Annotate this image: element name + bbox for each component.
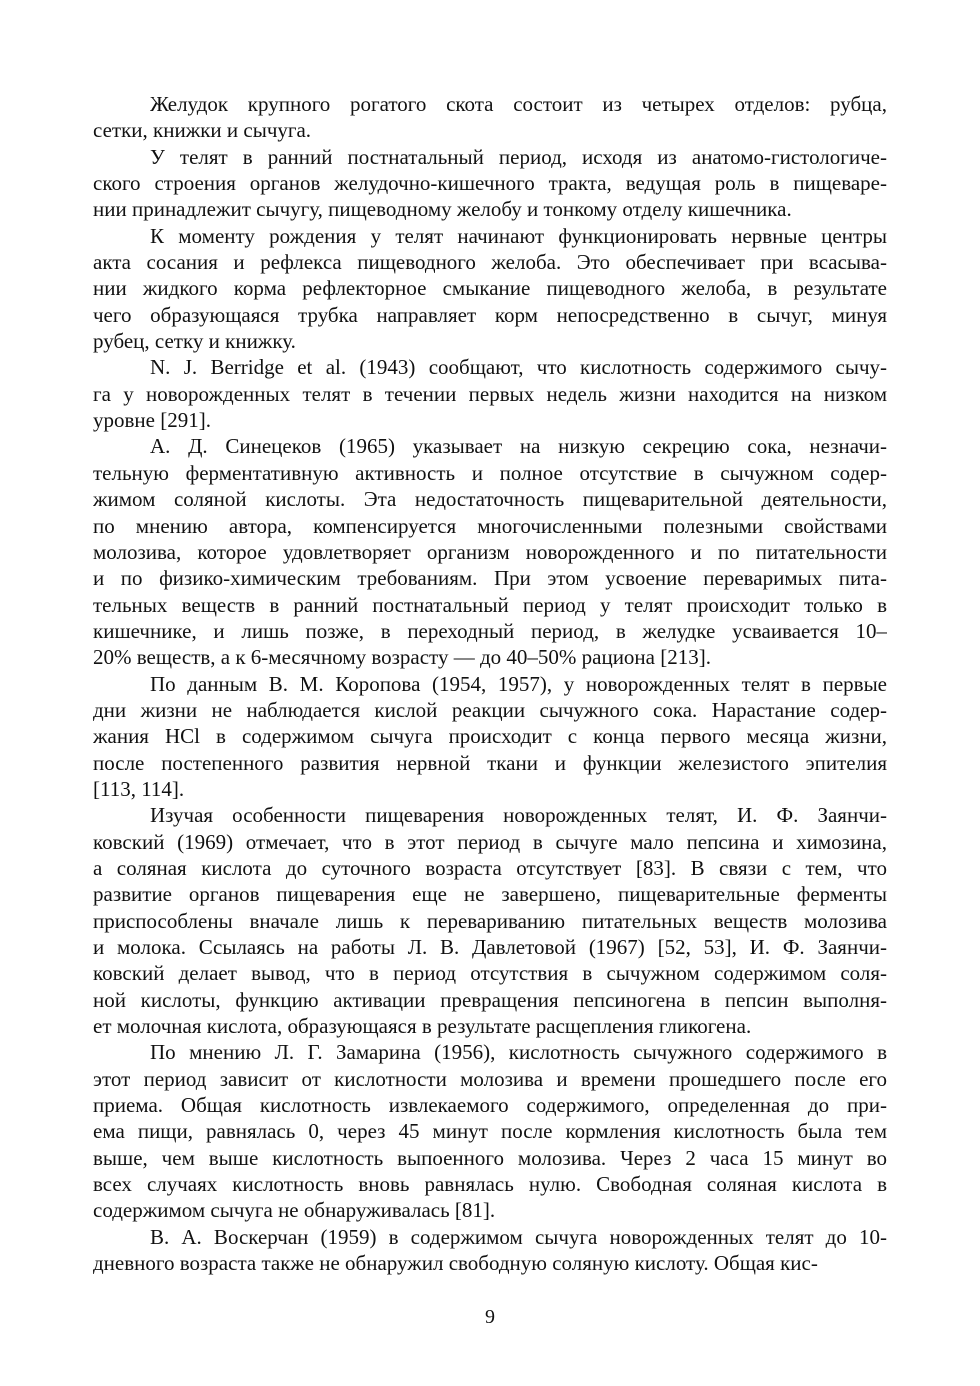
paragraph: [93, 91, 887, 144]
text-line: ет молочная кислота, образующаяся в результате расщепления гликогена.: [93, 1014, 752, 1039]
text-line: К моменту рождения у телят начинают функционировать нервные центры: [150, 223, 887, 248]
text-line: По данным В. М. Коропова (1954, 1957), у новорожденных телят в первые: [150, 671, 887, 696]
paragraph: [93, 354, 887, 433]
text-line: рубец, сетку и книжку.: [93, 329, 296, 354]
paragraph: [93, 1224, 887, 1277]
text-line: ковский (1969) отмечает, что в этот период в сычуге мало пепсина и химозина,: [93, 829, 887, 854]
text-line: а соляная кислота до суточного возраста отсутствует [83]. В связи с тем, что: [93, 855, 887, 880]
page-body: [93, 91, 887, 1276]
text-line: кишечнике, и лишь позже, в переходный период, в желудке усваивается 10–: [93, 618, 887, 643]
paragraph: [93, 144, 887, 223]
text-line: ной кислоты, функцию активации превращения пепсиногена в пепсин выполня-: [93, 987, 887, 1012]
text-line: содержимом сычуга не обнаруживалась [81].: [93, 1198, 496, 1223]
paragraph: [93, 1039, 887, 1223]
text-line: Изучая особенности пищеварения новорожденных телят, И. Ф. Заянчи-: [150, 803, 887, 828]
text-line: приспособлены вначале лишь к перевариванию питательных веществ молозива: [93, 908, 887, 933]
text-line: дневного возраста также не обнаружил свободную соляную кислоту. Общая кис-: [93, 1251, 818, 1276]
paragraph: [93, 223, 887, 355]
text-line: нии жидкого корма рефлекторное смыкание пищеводного желоба, в результате: [93, 276, 887, 301]
text-line: N. J. Berridge et al. (1943) сообщают, что кислотность содержимого сычу-: [150, 355, 887, 380]
text-line: дни жизни не наблюдается кислой реакции сычужного сока. Нарастание содер-: [93, 697, 887, 722]
text-line: нии принадлежит сычугу, пищеводному желобу и тонкому отделу кишечника.: [93, 197, 792, 222]
text-line: тельных веществ в ранний постнатальный период у телят происходит только в: [93, 592, 887, 617]
text-line: после постепенного развития нервной ткани и функции железистого эпителия: [93, 750, 887, 775]
text-line: чего образующаяся трубка направляет корм непосредственно в сычуг, минуя: [93, 302, 887, 327]
text-line: 20% веществ, а к 6-месячному возрасту — до 40–50% рациона [213].: [93, 645, 711, 670]
text-line: и по физико-химическим требованиям. При этом усвоение переваримых пита-: [93, 566, 887, 591]
text-line: В. А. Воскерчан (1959) в содержимом сычуга новорожденных телят до 10-: [150, 1224, 887, 1249]
text-line: тельную ферментативную активность и полное отсутствие в сычужном содер-: [93, 460, 887, 485]
text-line: ема пищи, равнялась 0, через 45 минут после кормления кислотность была тем: [93, 1119, 887, 1144]
text-line: по мнению автора, компенсируется многочисленными полезными свойствами: [93, 513, 887, 538]
text-line: По мнению Л. Г. Замарина (1956), кислотность сычужного содержимого в: [150, 1040, 887, 1065]
text-line: [113, 114].: [93, 776, 185, 801]
paragraph: [93, 671, 887, 803]
paragraph: [93, 433, 887, 670]
text-line: сетки, книжки и сычуга.: [93, 118, 312, 143]
text-line: ковский делает вывод, что в период отсутствия в сычужном содержимом соля-: [93, 961, 887, 986]
text-line: жания HCl в содержимом сычуга происходит с конца первого месяца жизни,: [93, 724, 887, 749]
text-line: молозива, которое удовлетворяет организм новорожденного и по питательности: [93, 539, 887, 564]
text-line: и молока. Ссылаясь на работы Л. В. Давлетовой (1967) [52, 53], И. Ф. Заянчи-: [93, 935, 887, 959]
text-line: акта сосания и рефлекса пищеводного желоба. Это обеспечивает при всасыва-: [93, 250, 887, 275]
text-line: А. Д. Синецеков (1965) указывает на низкую секрецию сока, незначи-: [150, 434, 887, 459]
text-line: развитие органов пищеварения еще не завершено, пищеварительные ферменты: [93, 882, 887, 907]
text-line: ского строения органов желудочно-кишечного тракта, ведущая роль в пищеваре-: [93, 171, 887, 196]
text-line: жимом соляной кислоты. Эта недостаточность пищеварительной деятельности,: [93, 487, 887, 512]
page-number: 9: [485, 1306, 495, 1328]
text-line: приема. Общая кислотность извлекаемого содержимого, определенная до при-: [93, 1093, 887, 1118]
text-line: Желудок крупного рогатого скота состоит из четырех отделов: рубца,: [150, 92, 887, 116]
text-line: этот период зависит от кислотности молозива и времени прошедшего после его: [93, 1066, 887, 1091]
text-line: У телят в ранний постнатальный период, исходя из анатомо-гистологиче-: [150, 144, 887, 169]
text-line: уровне [291].: [93, 408, 211, 433]
text-line: га у новорожденных телят в течении первых недель жизни находится на низком: [93, 381, 887, 406]
text-line: всех случаях кислотность вновь равнялась нулю. Свободная соляная кислота в: [93, 1172, 887, 1197]
paragraph-list: [93, 91, 887, 1276]
text-line: выше, чем выше кислотность выпоенного молозива. Через 2 часа 15 минут во: [93, 1145, 887, 1170]
paragraph: [93, 802, 887, 1039]
